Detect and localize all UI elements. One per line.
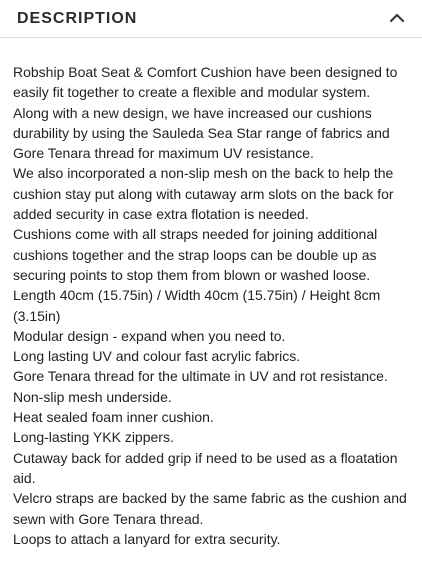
feature-item: Gore Tenara thread for the ultimate in UV and rot resistance. [13, 368, 388, 385]
spec-dimensions: Length 40cm (15.75in) / Width 40cm (15.75in) / Height 8cm (3.15in) [13, 287, 381, 324]
feature-item: Loops to attach a lanyard for extra security. [13, 530, 281, 547]
description-paragraph: Robship Boat Seat & Comfort Cushion have been designed to easily fit together to create a flexible and modular system. [13, 64, 398, 101]
description-paragraph: Along with a new design, we have increased our cushions durability by using the Sauleda Sea Star range of fabrics and Gore Tenara thread for maximum UV resistance. [13, 104, 390, 162]
chevron-up-icon[interactable] [389, 10, 405, 26]
feature-item: Non-slip mesh underside. [13, 388, 172, 405]
feature-item: Velcro straps are backed by the same fabric as the cushion and sewn with Gore Tenara thread. [13, 490, 407, 527]
description-body [13, 62, 413, 549]
description-paragraph: Cushions come with all straps needed for joining additional cushions together and the strap loops can be double up as securing points to stop them from blown or washed loose. [13, 226, 378, 283]
feature-item: Modular design - expand when you need to. [13, 327, 286, 344]
description-paragraph: We also incorporated a non-slip mesh on the back to help the cushion stay put along with cutaway arm slots on the back for added security in case extra flotation is needed. [13, 165, 394, 223]
feature-item: Long-lasting YKK zippers. [13, 429, 174, 446]
description-header[interactable] [0, 0, 422, 38]
section-title: DESCRIPTION [17, 10, 138, 27]
feature-item: Heat sealed foam inner cushion. [13, 409, 214, 426]
feature-item: Long lasting UV and colour fast acrylic fabrics. [13, 348, 301, 365]
feature-item: Cutaway back for added grip if need to be used as a floatation aid. [13, 449, 398, 486]
